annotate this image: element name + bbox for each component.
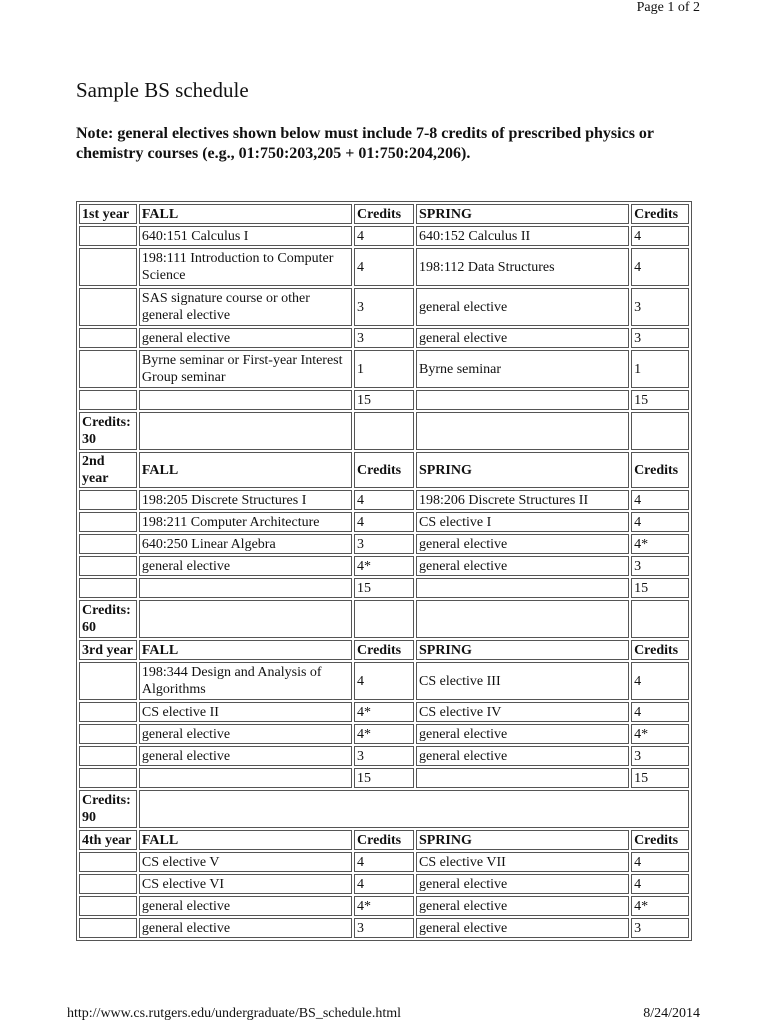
table-row bbox=[79, 702, 689, 722]
table-row bbox=[79, 724, 689, 744]
table-row bbox=[79, 288, 689, 326]
spring-course: general elective bbox=[416, 288, 629, 326]
credits-header: Credits bbox=[631, 640, 689, 660]
subtotal-row bbox=[79, 768, 689, 788]
table-row bbox=[79, 852, 689, 872]
cumulative-credits: Credits: 60 bbox=[79, 600, 137, 638]
fall-credits: 3 bbox=[354, 918, 414, 938]
fall-course: general elective bbox=[139, 746, 352, 766]
credits-header: Credits bbox=[354, 640, 414, 660]
fall-header: FALL bbox=[139, 204, 352, 224]
fall-course: 640:151 Calculus I bbox=[139, 226, 352, 246]
spring-header: SPRING bbox=[416, 452, 629, 488]
empty-cell bbox=[139, 578, 352, 598]
fall-credits: 4* bbox=[354, 702, 414, 722]
empty-cell bbox=[631, 412, 689, 450]
spring-credits: 3 bbox=[631, 328, 689, 348]
fall-course: general elective bbox=[139, 724, 352, 744]
year-header-row bbox=[79, 830, 689, 850]
empty-cell bbox=[79, 512, 137, 532]
spring-credits-total: 15 bbox=[631, 578, 689, 598]
empty-cell bbox=[354, 600, 414, 638]
fall-course: general elective bbox=[139, 918, 352, 938]
fall-course: 198:111 Introduction to Computer Science bbox=[139, 248, 352, 286]
spring-course: general elective bbox=[416, 874, 629, 894]
table-row bbox=[79, 328, 689, 348]
fall-credits-total: 15 bbox=[354, 578, 414, 598]
fall-credits: 3 bbox=[354, 288, 414, 326]
empty-cell bbox=[79, 724, 137, 744]
spring-credits: 3 bbox=[631, 556, 689, 576]
spring-header: SPRING bbox=[416, 204, 629, 224]
empty-cell bbox=[79, 350, 137, 388]
spring-course: 198:206 Discrete Structures II bbox=[416, 490, 629, 510]
fall-credits: 4 bbox=[354, 248, 414, 286]
fall-credits: 4* bbox=[354, 724, 414, 744]
fall-course: general elective bbox=[139, 556, 352, 576]
fall-credits: 4 bbox=[354, 874, 414, 894]
page-title: Sample BS schedule bbox=[76, 78, 249, 102]
spring-course: general elective bbox=[416, 556, 629, 576]
table-row bbox=[79, 918, 689, 938]
table-row bbox=[79, 490, 689, 510]
empty-cell bbox=[79, 556, 137, 576]
spring-credits: 4 bbox=[631, 662, 689, 700]
table-row bbox=[79, 746, 689, 766]
spring-course: general elective bbox=[416, 534, 629, 554]
empty-cell bbox=[631, 600, 689, 638]
table-row bbox=[79, 662, 689, 700]
spring-credits-total: 15 bbox=[631, 390, 689, 410]
schedule-table bbox=[76, 201, 692, 941]
fall-credits: 4 bbox=[354, 512, 414, 532]
spring-header: SPRING bbox=[416, 640, 629, 660]
fall-credits-total: 15 bbox=[354, 390, 414, 410]
fall-credits: 4* bbox=[354, 896, 414, 916]
empty-cell bbox=[139, 390, 352, 410]
credits-header: Credits bbox=[631, 452, 689, 488]
fall-credits: 1 bbox=[354, 350, 414, 388]
empty-cell bbox=[416, 600, 629, 638]
spring-course: general elective bbox=[416, 896, 629, 916]
spring-credits: 4 bbox=[631, 490, 689, 510]
empty-cell bbox=[79, 702, 137, 722]
table-row bbox=[79, 896, 689, 916]
spring-credits: 1 bbox=[631, 350, 689, 388]
fall-course: Byrne seminar or First-year Interest Group seminar bbox=[139, 350, 352, 388]
spring-credits: 4 bbox=[631, 874, 689, 894]
table-row bbox=[79, 512, 689, 532]
spring-course: Byrne seminar bbox=[416, 350, 629, 388]
empty-cell bbox=[79, 874, 137, 894]
spring-credits: 3 bbox=[631, 288, 689, 326]
fall-course: general elective bbox=[139, 328, 352, 348]
spring-course: CS elective IV bbox=[416, 702, 629, 722]
fall-credits: 4 bbox=[354, 226, 414, 246]
table-row bbox=[79, 874, 689, 894]
subtotal-row bbox=[79, 390, 689, 410]
page-number: Page 1 of 2 bbox=[636, 0, 700, 15]
spring-credits: 4* bbox=[631, 534, 689, 554]
empty-cell bbox=[79, 852, 137, 872]
cumulative-credits: Credits: 90 bbox=[79, 790, 137, 828]
empty-cell bbox=[139, 790, 689, 828]
empty-cell bbox=[79, 534, 137, 554]
credits-header: Credits bbox=[354, 452, 414, 488]
spring-header: SPRING bbox=[416, 830, 629, 850]
empty-cell bbox=[79, 896, 137, 916]
fall-credits: 4 bbox=[354, 852, 414, 872]
spring-credits: 4 bbox=[631, 702, 689, 722]
spring-course: CS elective III bbox=[416, 662, 629, 700]
year-label: 2nd year bbox=[79, 452, 137, 488]
spring-credits: 4* bbox=[631, 896, 689, 916]
year-header-row bbox=[79, 452, 689, 488]
spring-course: CS elective I bbox=[416, 512, 629, 532]
empty-cell bbox=[139, 768, 352, 788]
empty-cell bbox=[79, 768, 137, 788]
credits-header: Credits bbox=[354, 204, 414, 224]
table-row bbox=[79, 248, 689, 286]
spring-course: 198:112 Data Structures bbox=[416, 248, 629, 286]
empty-cell bbox=[79, 390, 137, 410]
fall-course: 198:211 Computer Architecture bbox=[139, 512, 352, 532]
table-row bbox=[79, 350, 689, 388]
cumulative-row bbox=[79, 790, 689, 828]
fall-course: CS elective VI bbox=[139, 874, 352, 894]
year-label: 4th year bbox=[79, 830, 137, 850]
empty-cell bbox=[79, 662, 137, 700]
empty-cell bbox=[79, 918, 137, 938]
fall-course: CS elective V bbox=[139, 852, 352, 872]
spring-course: CS elective VII bbox=[416, 852, 629, 872]
subtotal-row bbox=[79, 578, 689, 598]
note-text: Note: general electives shown below must include 7-8 credits of prescribed physics or chemistry courses (e.g., 01:750:203,205 + 01:750:204,206). bbox=[76, 125, 654, 162]
table-row bbox=[79, 556, 689, 576]
empty-cell bbox=[416, 390, 629, 410]
empty-cell bbox=[79, 288, 137, 326]
empty-cell bbox=[416, 412, 629, 450]
credits-header: Credits bbox=[631, 204, 689, 224]
cumulative-row bbox=[79, 412, 689, 450]
credits-header: Credits bbox=[354, 830, 414, 850]
fall-course: general elective bbox=[139, 896, 352, 916]
spring-credits: 4 bbox=[631, 248, 689, 286]
spring-credits: 3 bbox=[631, 746, 689, 766]
empty-cell bbox=[354, 412, 414, 450]
empty-cell bbox=[79, 578, 137, 598]
fall-credits: 4 bbox=[354, 662, 414, 700]
spring-credits: 4 bbox=[631, 852, 689, 872]
fall-header: FALL bbox=[139, 640, 352, 660]
spring-credits: 4 bbox=[631, 512, 689, 532]
year-label: 3rd year bbox=[79, 640, 137, 660]
fall-credits: 3 bbox=[354, 534, 414, 554]
fall-header: FALL bbox=[139, 830, 352, 850]
footer-date: 8/24/2014 bbox=[643, 1006, 700, 1021]
empty-cell bbox=[79, 746, 137, 766]
fall-course: 198:205 Discrete Structures I bbox=[139, 490, 352, 510]
fall-course: CS elective II bbox=[139, 702, 352, 722]
empty-cell bbox=[79, 490, 137, 510]
spring-course: general elective bbox=[416, 918, 629, 938]
empty-cell bbox=[79, 226, 137, 246]
year-header-row bbox=[79, 204, 689, 224]
spring-course: 640:152 Calculus II bbox=[416, 226, 629, 246]
fall-credits: 4* bbox=[354, 556, 414, 576]
spring-course: general elective bbox=[416, 328, 629, 348]
empty-cell bbox=[79, 328, 137, 348]
table-row bbox=[79, 534, 689, 554]
spring-course: general elective bbox=[416, 746, 629, 766]
fall-header: FALL bbox=[139, 452, 352, 488]
spring-course: general elective bbox=[416, 724, 629, 744]
fall-course: 640:250 Linear Algebra bbox=[139, 534, 352, 554]
fall-credits: 3 bbox=[354, 328, 414, 348]
year-header-row bbox=[79, 640, 689, 660]
fall-credits: 3 bbox=[354, 746, 414, 766]
spring-credits: 3 bbox=[631, 918, 689, 938]
spring-credits: 4* bbox=[631, 724, 689, 744]
credits-header: Credits bbox=[631, 830, 689, 850]
empty-cell bbox=[79, 248, 137, 286]
fall-credits: 4 bbox=[354, 490, 414, 510]
empty-cell bbox=[139, 600, 352, 638]
empty-cell bbox=[416, 768, 629, 788]
empty-cell bbox=[416, 578, 629, 598]
cumulative-credits: Credits: 30 bbox=[79, 412, 137, 450]
empty-cell bbox=[139, 412, 352, 450]
table-row bbox=[79, 226, 689, 246]
spring-credits-total: 15 bbox=[631, 768, 689, 788]
fall-course: SAS signature course or other general elective bbox=[139, 288, 352, 326]
cumulative-row bbox=[79, 600, 689, 638]
fall-credits-total: 15 bbox=[354, 768, 414, 788]
year-label: 1st year bbox=[79, 204, 137, 224]
fall-course: 198:344 Design and Analysis of Algorithms bbox=[139, 662, 352, 700]
footer-url: http://www.cs.rutgers.edu/undergraduate/BS_schedule.html bbox=[67, 1006, 401, 1021]
spring-credits: 4 bbox=[631, 226, 689, 246]
